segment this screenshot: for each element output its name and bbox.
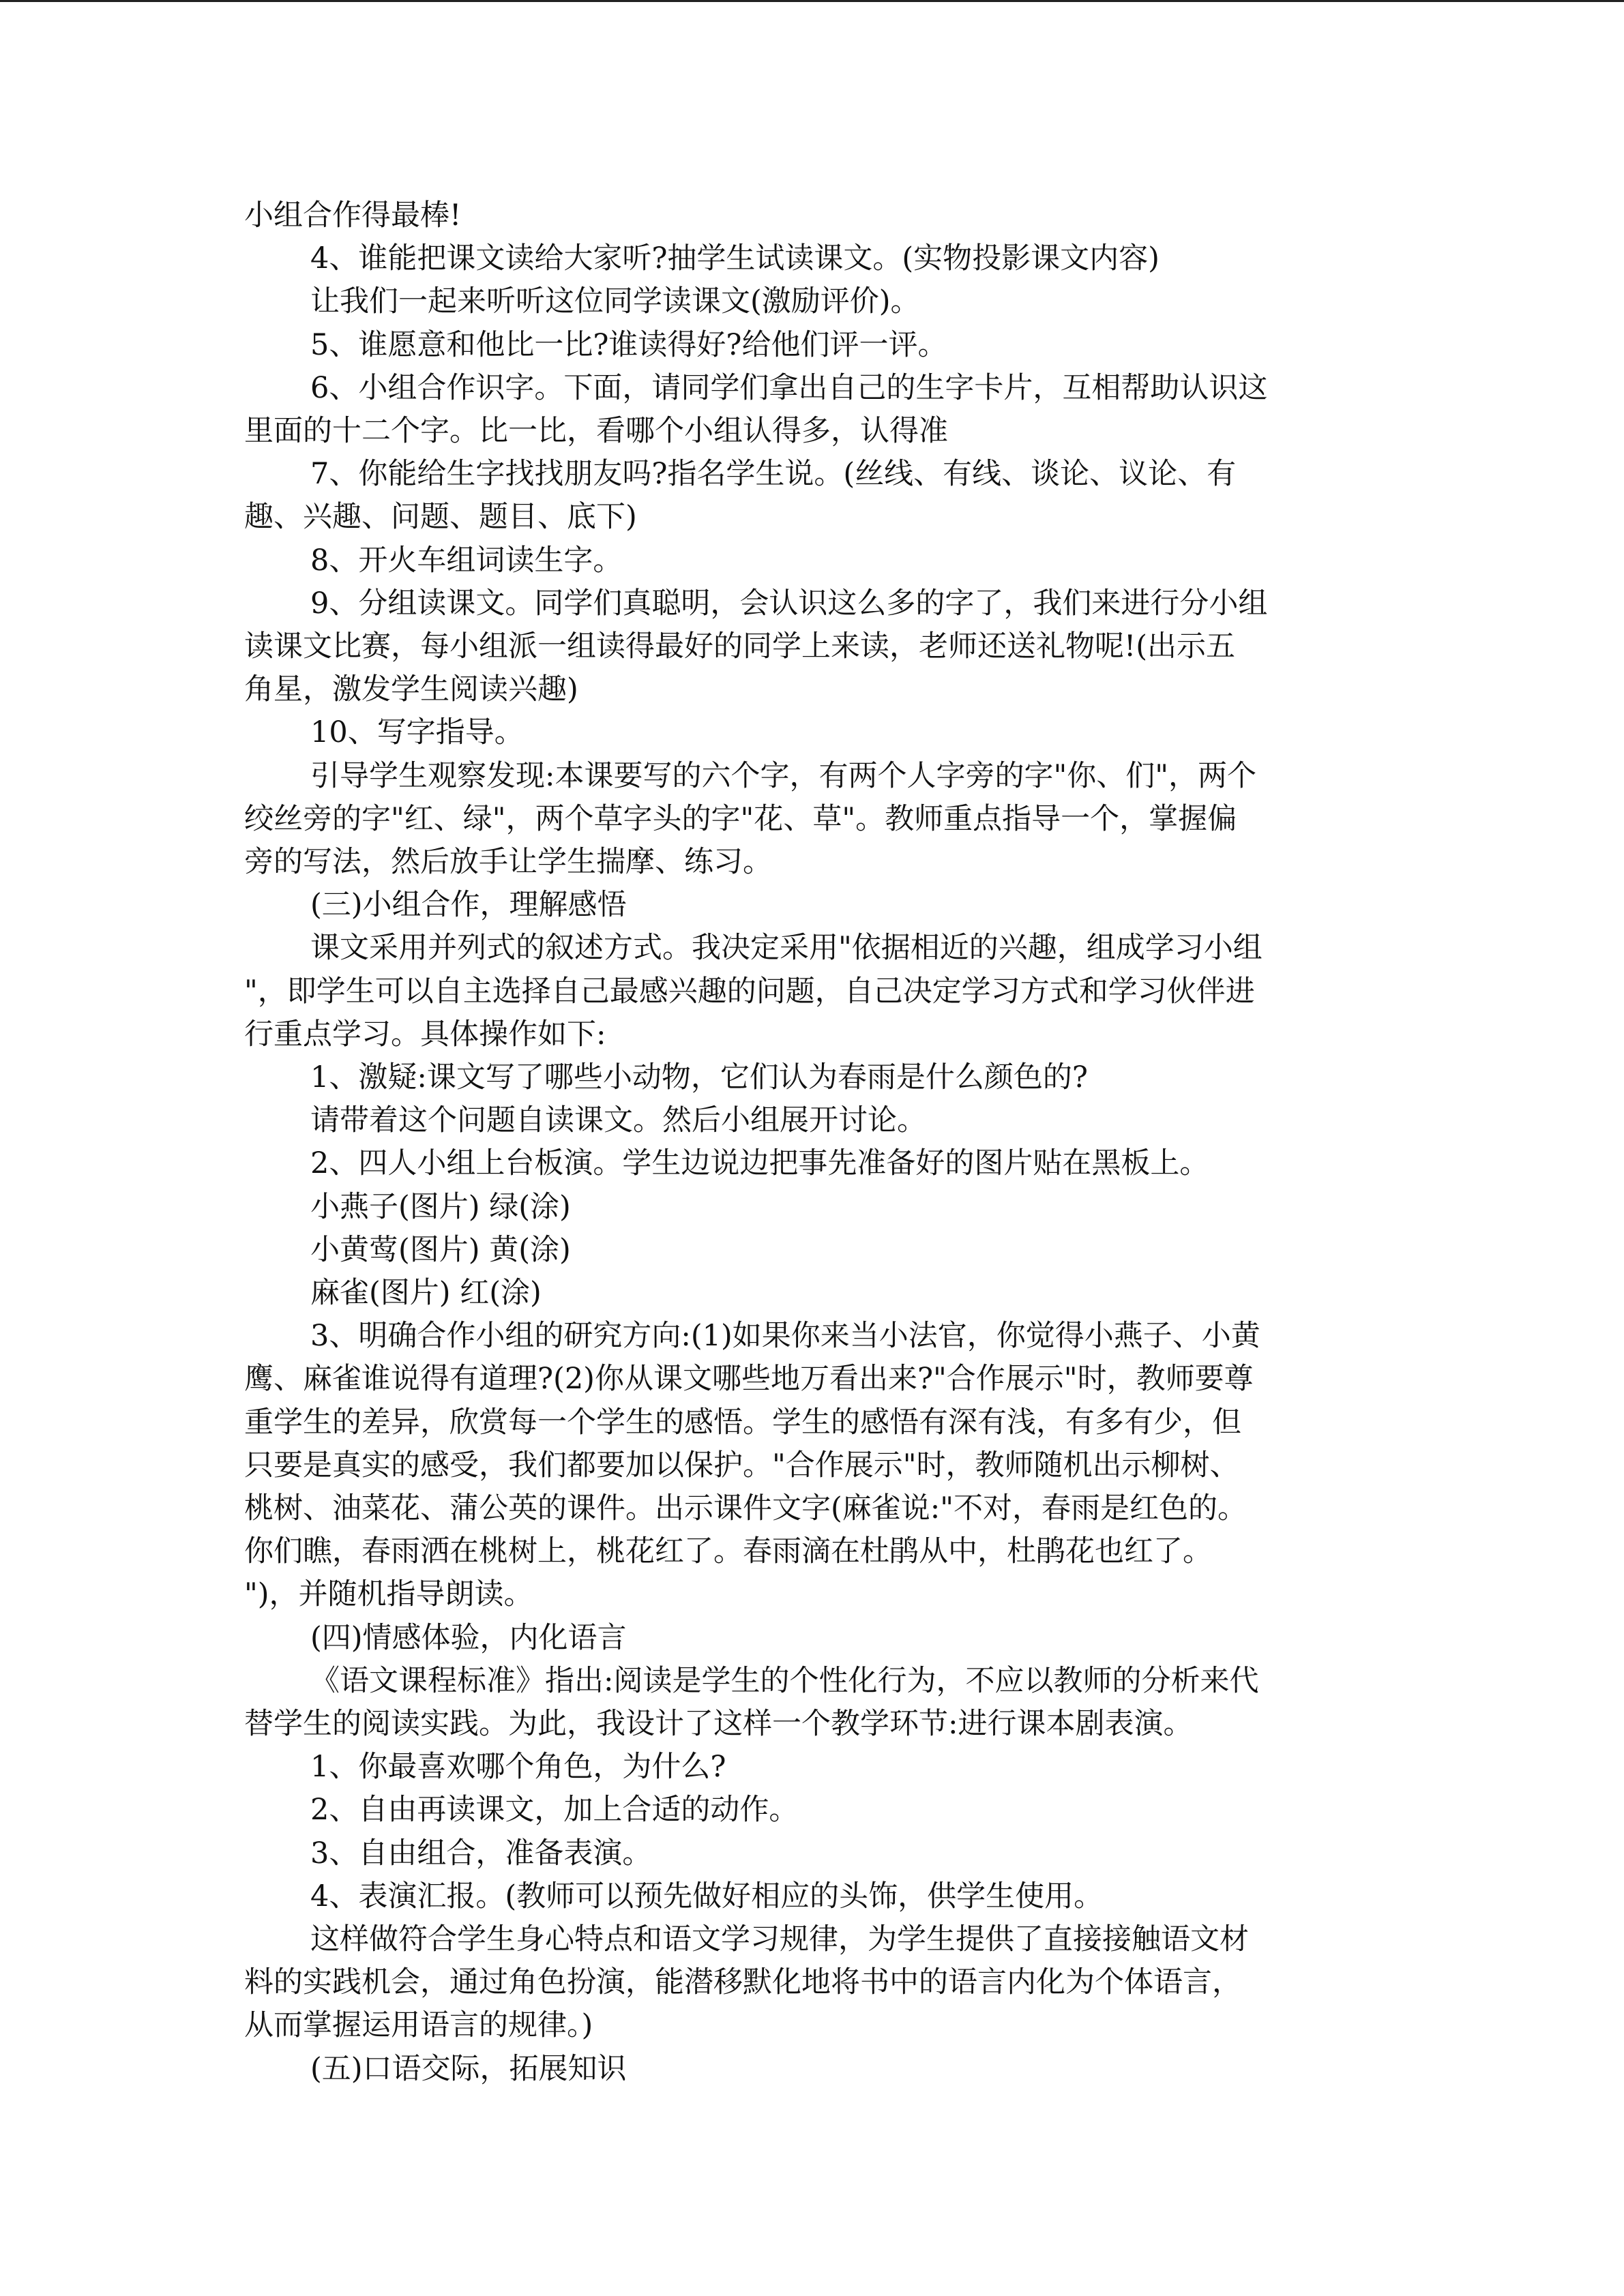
text-line: 行重点学习。具体操作如下:: [244, 1017, 606, 1052]
text-line: 3、自由组合，准备表演。: [310, 1836, 652, 1870]
text-line: (五)口语交际，拓展知识: [310, 2052, 627, 2086]
text-line: 3、明确合作小组的研究方向:(1)如果你来当小法官，你觉得小燕子、小黄: [310, 1319, 1260, 1353]
text-line: 鹰、麻雀谁说得有道理?(2)你从课文哪些地万看出来?"合作展示"时，教师要尊: [244, 1362, 1254, 1396]
text-line: 里面的十二个字。比一比，看哪个小组认得多，认得准: [244, 414, 948, 448]
text-line: 4、谁能把课文读给大家听?抽学生试读课文。(实物投影课文内容): [310, 241, 1160, 275]
text-line: 角星，激发学生阅读兴趣): [244, 672, 578, 706]
text-line: 1、激疑:课文写了哪些小动物，它们认为春雨是什么颜色的?: [310, 1060, 1088, 1094]
text-line: "，即学生可以自主选择自己最感兴趣的问题，自己决定学习方式和学习伙伴进: [244, 974, 1255, 1009]
text-line: 1、你最喜欢哪个角色，为什么?: [310, 1750, 726, 1784]
text-line: (四)情感体验，内化语言: [310, 1621, 627, 1655]
text-line: 2、自由再读课文，加上合适的动作。: [310, 1793, 799, 1827]
text-line: ")，并随机指导朗读。: [244, 1577, 533, 1611]
text-line: 7、你能给生字找找朋友吗?指名学生说。(丝线、有线、谈论、议论、有: [310, 457, 1237, 491]
text-line: 4、表演汇报。(教师可以预先做好相应的头饰，供学生使用。: [310, 1879, 1104, 1913]
text-line: 引导学生观察发现:本课要写的六个字，有两个人字旁的字"你、们"，两个: [310, 759, 1257, 793]
text-line: 旁的写法，然后放手让学生揣摩、练习。: [244, 845, 772, 879]
text-line: 小黄莺(图片) 黄(涂): [310, 1233, 571, 1267]
text-line: 重学生的差异，欣赏每一个学生的感悟。学生的感悟有深有浅，有多有少，但: [244, 1405, 1241, 1440]
text-line: 绞丝旁的字"红、绿"，两个草字头的字"花、草"。教师重点指导一个，掌握偏: [244, 802, 1237, 836]
text-line: 读课文比赛，每小组派一组读得最好的同学上来读，老师还送礼物呢!(出示五: [244, 629, 1236, 664]
text-line: 你们瞧，春雨洒在桃树上，桃花红了。春雨滴在杜鹃从中，杜鹃花也红了。: [244, 1534, 1212, 1568]
text-line: (三)小组合作，理解感悟: [310, 888, 627, 922]
text-line: 2、四人小组上台板演。学生边说边把事先准备好的图片贴在黑板上。: [310, 1146, 1209, 1180]
text-line: 10、写字指导。: [310, 715, 524, 749]
text-line: 从而掌握运用语言的规律。): [244, 2008, 593, 2042]
text-line: 5、谁愿意和他比一比?谁读得好?给他们评一评。: [310, 328, 947, 362]
text-line: 替学生的阅读实践。为此，我设计了这样一个教学环节:进行课本剧表演。: [244, 1707, 1193, 1741]
text-line: 请带着这个问题自读课文。然后小组展开讨论。: [310, 1103, 926, 1137]
text-line: 课文采用并列式的叙述方式。我决定采用"依据相近的兴趣，组成学习小组: [310, 931, 1263, 965]
text-line: 小组合作得最棒!: [244, 198, 462, 233]
text-line: 《语文课程标准》指出:阅读是学生的个性化行为，不应以教师的分析来代: [310, 1664, 1259, 1698]
text-line: 小燕子(图片) 绿(涂): [310, 1190, 571, 1224]
text-line: 麻雀(图片) 红(涂): [310, 1276, 542, 1310]
text-line: 8、开火车组词读生字。: [310, 543, 623, 578]
text-line: 让我们一起来听听这位同学读课文(激励评价)。: [310, 284, 920, 318]
text-line: 只要是真实的感受，我们都要加以保护。"合作展示"时，教师随机出示柳树、: [244, 1448, 1239, 1482]
text-line: 6、小组合作识字。下面，请同学们拿出自己的生字卡片，互相帮助认识这: [310, 371, 1268, 405]
text-line: 桃树、油菜花、蒲公英的课件。出示课件文字(麻雀说:"不对，春雨是红色的。: [244, 1491, 1247, 1525]
text-line: 这样做符合学生身心特点和语文学习规律，为学生提供了直接接触语文材: [310, 1922, 1249, 1956]
text-line: 9、分组读课文。同学们真聪明，会认识这么多的字了，我们来进行分小组: [310, 586, 1268, 621]
text-line: 趣、兴趣、问题、题目、底下): [244, 500, 637, 534]
text-line: 料的实践机会，通过角色扮演，能潜移默化地将书中的语言内化为个体语言，: [244, 1965, 1241, 1999]
page-top-border: [0, 0, 1624, 2]
